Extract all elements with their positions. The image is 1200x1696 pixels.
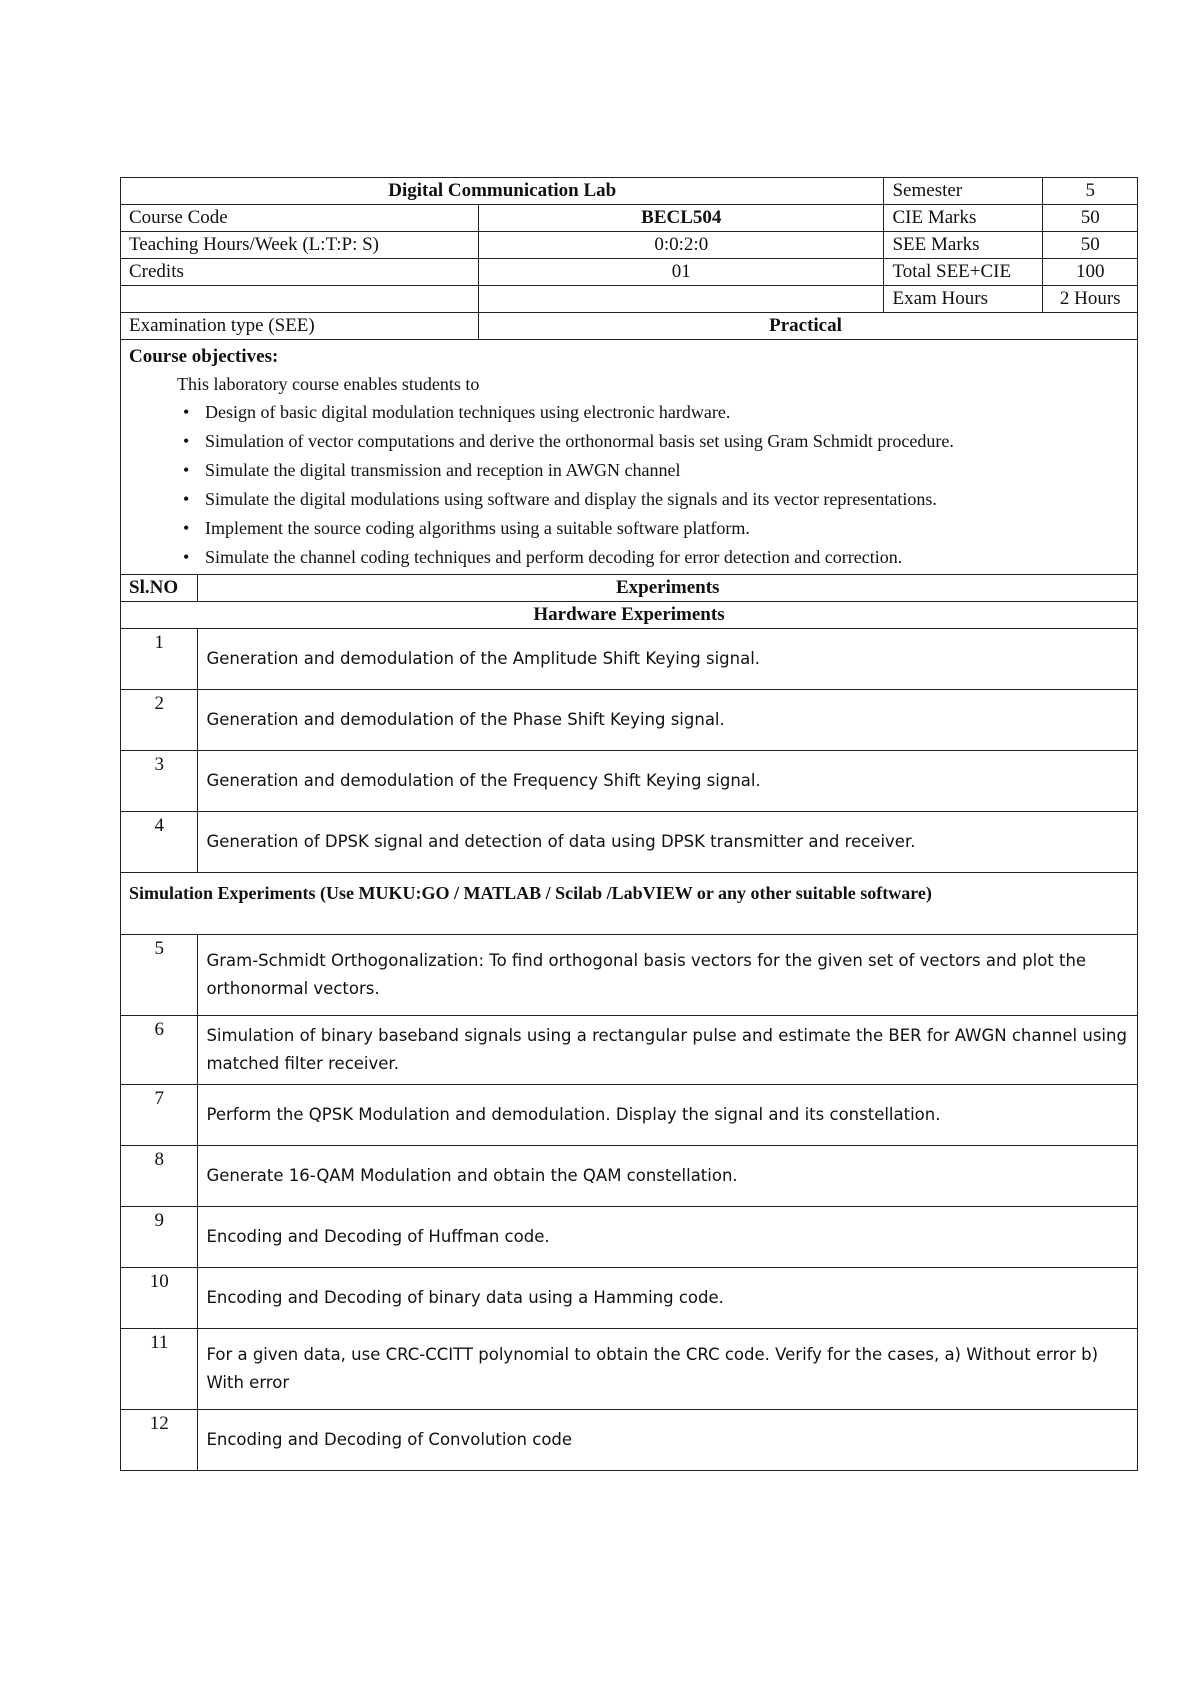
see-value: 50 [1043, 232, 1138, 259]
course-code-value: BECL504 [479, 205, 884, 232]
objective-item [183, 485, 1129, 514]
experiment-number: 2 [121, 690, 198, 751]
exam-type-value: Practical [479, 313, 1138, 340]
experiment-description: Generation and demodulation of the Frequency Shift Keying signal. [198, 751, 1138, 812]
objective-item [183, 543, 1129, 572]
semester-value: 5 [1043, 178, 1138, 205]
course-code-label: Course Code [121, 205, 479, 232]
semester-label: Semester [884, 178, 1043, 205]
exam-hours-label: Exam Hours [884, 286, 1043, 313]
credits-value: 01 [479, 259, 884, 286]
experiment-description: Encoding and Decoding of Convolution code [198, 1410, 1138, 1471]
bullet-icon: • [183, 431, 190, 451]
cie-label: CIE Marks [884, 205, 1043, 232]
credits-row [121, 259, 1138, 286]
bullet-icon: • [183, 402, 190, 422]
experiment-row [121, 1085, 1138, 1146]
objective-text: Simulation of vector computations and derive the orthonormal basis set using Gram Schmidt procedure. [205, 431, 954, 451]
experiment-number: 1 [121, 629, 198, 690]
objective-text: Simulate the digital modulations using software and display the signals and its vector representations. [205, 489, 937, 509]
experiment-number: 5 [121, 935, 198, 1016]
teaching-label: Teaching Hours/Week (L:T:P: S) [121, 232, 479, 259]
course-title: Digital Communication Lab [121, 178, 884, 205]
experiment-row [121, 1146, 1138, 1207]
experiment-number: 4 [121, 812, 198, 873]
objective-text: Design of basic digital modulation techniques using electronic hardware. [205, 402, 731, 422]
title-row [121, 178, 1138, 205]
bullet-icon: • [183, 547, 190, 567]
bullet-icon: • [183, 489, 190, 509]
experiment-row [121, 1207, 1138, 1268]
experiments-header-row [121, 575, 1138, 602]
objectives-list [129, 398, 1129, 572]
teaching-row [121, 232, 1138, 259]
experiment-description: Generate 16-QAM Modulation and obtain the QAM constellation. [198, 1146, 1138, 1207]
experiments-header: Experiments [198, 575, 1138, 602]
objective-text: Implement the source coding algorithms using a suitable software platform. [205, 518, 750, 538]
experiment-row [121, 1016, 1138, 1085]
objective-item [183, 514, 1129, 543]
hardware-header: Hardware Experiments [121, 602, 1138, 629]
experiment-number: 10 [121, 1268, 198, 1329]
objective-text: Simulate the channel coding techniques and perform decoding for error detection and correction. [205, 547, 903, 567]
experiment-row [121, 1268, 1138, 1329]
objectives-intro: This laboratory course enables students to [177, 374, 480, 394]
experiment-number: 6 [121, 1016, 198, 1085]
exam-type-row [121, 313, 1138, 340]
hardware-header-row [121, 602, 1138, 629]
see-label: SEE Marks [884, 232, 1043, 259]
experiment-number: 11 [121, 1329, 198, 1410]
bullet-icon: • [183, 460, 190, 480]
experiment-row [121, 935, 1138, 1016]
exam-hours-value: 2 Hours [1043, 286, 1138, 313]
experiment-number: 8 [121, 1146, 198, 1207]
total-value: 100 [1043, 259, 1138, 286]
course-info-table [120, 177, 1138, 1471]
simulation-experiments [121, 935, 1138, 1471]
slno-header: Sl.NO [121, 575, 198, 602]
course-code-row [121, 205, 1138, 232]
teaching-value: 0:0:2:0 [479, 232, 884, 259]
experiment-description: Gram-Schmidt Orthogonalization: To find orthogonal basis vectors for the given set of vectors and plot the orthonormal vectors. [198, 935, 1138, 1016]
simulation-header: Simulation Experiments (Use MUKU:GO / MATLAB / Scilab /LabVIEW or any other suitable software) [121, 873, 1138, 935]
syllabus-sheet [120, 177, 1138, 1471]
objective-item [183, 398, 1129, 427]
total-label: Total SEE+CIE [884, 259, 1043, 286]
empty-cell [479, 286, 884, 313]
experiment-row [121, 812, 1138, 873]
experiment-number: 7 [121, 1085, 198, 1146]
experiment-row [121, 1410, 1138, 1471]
experiment-description: For a given data, use CRC-CCITT polynomial to obtain the CRC code. Verify for the cases, a) Without error b) With error [198, 1329, 1138, 1410]
experiment-description: Generation of DPSK signal and detection of data using DPSK transmitter and receiver. [198, 812, 1138, 873]
experiment-row [121, 751, 1138, 812]
bullet-icon: • [183, 518, 190, 538]
experiment-row [121, 629, 1138, 690]
exam-type-label: Examination type (SEE) [121, 313, 479, 340]
experiment-description: Generation and demodulation of the Phase Shift Keying signal. [198, 690, 1138, 751]
credits-label: Credits [121, 259, 479, 286]
experiment-row [121, 1329, 1138, 1410]
experiment-description: Generation and demodulation of the Amplitude Shift Keying signal. [198, 629, 1138, 690]
cie-value: 50 [1043, 205, 1138, 232]
objective-item [183, 456, 1129, 485]
objectives-title: Course objectives: [129, 346, 279, 367]
exam-hours-row [121, 286, 1138, 313]
experiment-description: Perform the QPSK Modulation and demodulation. Display the signal and its constellation. [198, 1085, 1138, 1146]
hardware-experiments [121, 629, 1138, 873]
objectives-row [121, 340, 1138, 575]
experiment-description: Encoding and Decoding of binary data using a Hamming code. [198, 1268, 1138, 1329]
experiment-description: Encoding and Decoding of Huffman code. [198, 1207, 1138, 1268]
experiment-number: 3 [121, 751, 198, 812]
experiment-number: 12 [121, 1410, 198, 1471]
objective-text: Simulate the digital transmission and reception in AWGN channel [205, 460, 681, 480]
objective-item [183, 427, 1129, 456]
experiment-description: Simulation of binary baseband signals using a rectangular pulse and estimate the BER for AWGN channel using matched filter receiver. [198, 1016, 1138, 1085]
course-objectives [121, 340, 1138, 575]
simulation-header-row [121, 873, 1138, 935]
experiment-row [121, 690, 1138, 751]
experiment-number: 9 [121, 1207, 198, 1268]
empty-cell [121, 286, 479, 313]
